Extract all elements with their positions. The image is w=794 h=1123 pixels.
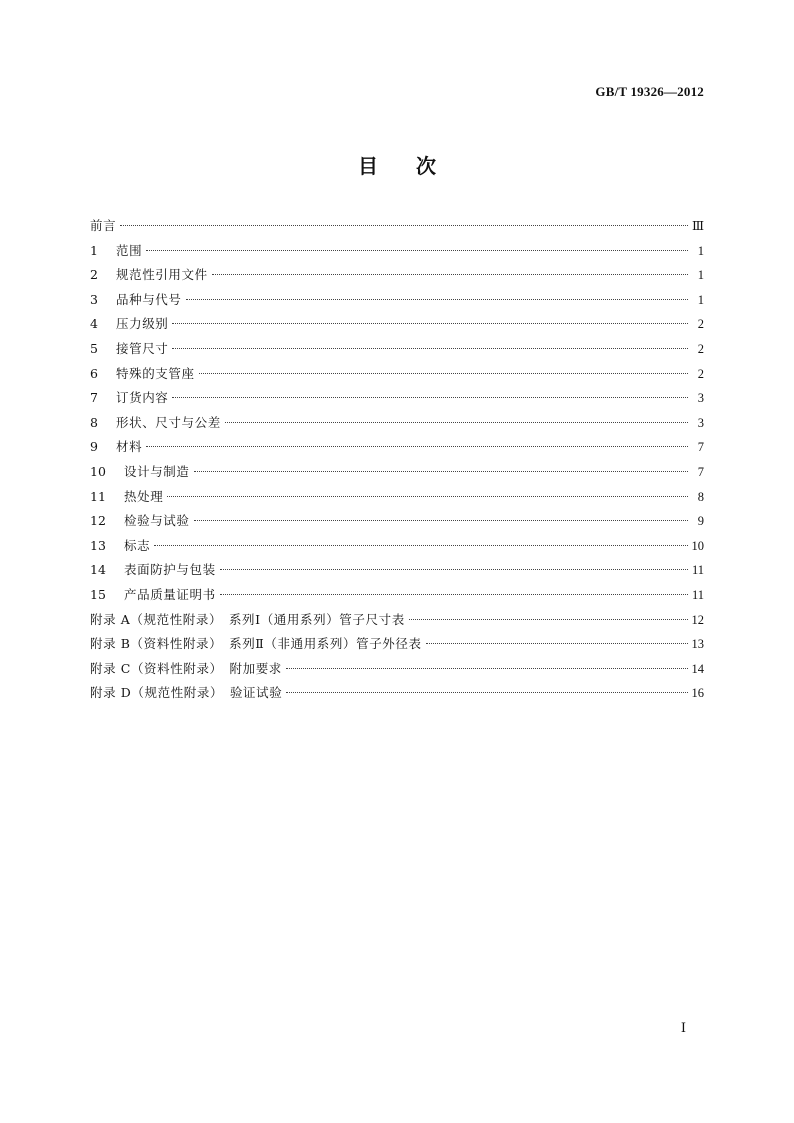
toc-entry[interactable] bbox=[90, 288, 704, 313]
page-title bbox=[0, 150, 794, 179]
toc-entry-title: 范围 bbox=[116, 242, 143, 258]
dot-leader bbox=[194, 519, 688, 521]
toc-entry-title: 特殊的支管座 bbox=[116, 365, 195, 381]
toc-entry[interactable] bbox=[90, 362, 704, 387]
dot-leader bbox=[146, 445, 688, 447]
toc-entry[interactable] bbox=[90, 263, 704, 288]
dot-leader bbox=[120, 224, 688, 226]
dot-leader bbox=[286, 691, 687, 693]
toc-entry-number: 3 bbox=[90, 291, 98, 307]
toc-entry[interactable] bbox=[90, 460, 704, 485]
standard-number: GB/T 19326—2012 bbox=[595, 84, 704, 99]
toc-entry-page: 10 bbox=[691, 538, 704, 553]
toc-entry-title: 形状、尺寸与公差 bbox=[116, 414, 221, 430]
dot-leader bbox=[286, 667, 688, 669]
dot-leader bbox=[409, 618, 688, 620]
page-number: Ⅰ bbox=[680, 1020, 686, 1035]
toc-entry-number: 5 bbox=[90, 340, 98, 356]
table-of-contents bbox=[90, 214, 704, 706]
toc-entry-title: 检验与试验 bbox=[124, 513, 190, 529]
toc-entry[interactable] bbox=[90, 534, 704, 559]
toc-entry-title: 接管尺寸 bbox=[116, 340, 169, 356]
toc-entry[interactable] bbox=[90, 239, 704, 264]
dot-leader bbox=[146, 249, 688, 251]
toc-entry-title: 品种与代号 bbox=[116, 291, 182, 307]
toc-entry-page: 2 bbox=[697, 317, 704, 332]
toc-entry-page: 14 bbox=[691, 661, 704, 676]
toc-entry[interactable] bbox=[90, 435, 704, 460]
toc-entry[interactable] bbox=[90, 509, 704, 534]
dot-leader bbox=[194, 470, 688, 472]
toc-entry[interactable] bbox=[90, 632, 704, 657]
toc-entry-page: 9 bbox=[697, 514, 704, 529]
toc-entry-title: 前言 bbox=[90, 218, 117, 233]
toc-entry-number: 6 bbox=[90, 365, 98, 381]
toc-entry-title: 产品质量证明书 bbox=[124, 586, 216, 602]
dot-leader bbox=[225, 421, 688, 423]
dot-leader bbox=[154, 544, 687, 546]
toc-entry-title: 标志 bbox=[124, 537, 151, 553]
toc-entry[interactable] bbox=[90, 608, 704, 633]
toc-entry-title: 材料 bbox=[116, 439, 143, 455]
toc-entry-number: 13 bbox=[90, 537, 106, 553]
title-char-2: 次 bbox=[416, 154, 436, 178]
toc-entry-number: 12 bbox=[90, 513, 106, 529]
toc-entry-page: 2 bbox=[697, 366, 704, 381]
toc-entry[interactable] bbox=[90, 411, 704, 436]
dot-leader bbox=[212, 273, 688, 275]
toc-entry-page: 13 bbox=[691, 637, 704, 652]
toc-entry-number: 4 bbox=[90, 316, 98, 332]
toc-entry-number: 7 bbox=[90, 390, 98, 406]
toc-entry-title: 表面防护与包装 bbox=[124, 562, 216, 578]
dot-leader bbox=[172, 322, 688, 324]
dot-leader bbox=[220, 568, 688, 570]
toc-entry-title: 附录 A（规范性附录） 系列Ⅰ（通用系列）管子尺寸表 bbox=[90, 611, 405, 627]
toc-entry-title: 附录 C（资料性附录） 附加要求 bbox=[90, 660, 282, 676]
toc-entry-number: 10 bbox=[90, 463, 106, 479]
toc-entry-number: 1 bbox=[90, 242, 98, 258]
toc-entry-page: 7 bbox=[697, 440, 704, 455]
dot-leader bbox=[426, 642, 688, 644]
title-char-1: 目 bbox=[358, 154, 378, 178]
toc-entry-page: 11 bbox=[691, 587, 704, 602]
toc-entry-number: 15 bbox=[90, 586, 106, 602]
toc-entry[interactable] bbox=[90, 485, 704, 510]
toc-entry[interactable] bbox=[90, 337, 704, 362]
dot-leader bbox=[186, 298, 688, 300]
toc-entry-title: 规范性引用文件 bbox=[116, 267, 208, 283]
toc-entry[interactable] bbox=[90, 583, 704, 608]
dot-leader bbox=[172, 396, 688, 398]
toc-entry-page: 8 bbox=[697, 489, 704, 504]
toc-entry-title: 热处理 bbox=[124, 488, 164, 504]
toc-entry-title: 附录 B（资料性附录） 系列Ⅱ（非通用系列）管子外径表 bbox=[90, 636, 422, 652]
toc-entry-title: 压力级别 bbox=[116, 316, 169, 332]
toc-entry[interactable] bbox=[90, 386, 704, 411]
toc-entry-title: 设计与制造 bbox=[124, 463, 190, 479]
toc-entry-page: 12 bbox=[691, 612, 704, 627]
toc-entry-number: 2 bbox=[90, 267, 98, 283]
toc-entry-title: 附录 D（规范性附录） 验证试验 bbox=[90, 685, 283, 701]
toc-entry[interactable] bbox=[90, 558, 704, 583]
toc-entry-page: 2 bbox=[697, 341, 704, 356]
dot-leader bbox=[167, 495, 688, 497]
dot-leader bbox=[172, 347, 688, 349]
toc-entry-page: 11 bbox=[691, 563, 704, 578]
dot-leader bbox=[199, 372, 688, 374]
toc-entry[interactable] bbox=[90, 681, 704, 706]
toc-entry-page: 1 bbox=[697, 268, 704, 283]
toc-entry-number: 9 bbox=[90, 439, 98, 455]
dot-leader bbox=[220, 593, 688, 595]
toc-entry-page: 16 bbox=[691, 686, 704, 701]
toc-entry-number: 8 bbox=[90, 414, 98, 430]
toc-entry-number: 11 bbox=[90, 488, 106, 504]
toc-entry-title: 订货内容 bbox=[116, 390, 169, 406]
toc-entry-number: 14 bbox=[90, 562, 106, 578]
toc-entry[interactable] bbox=[90, 657, 704, 682]
toc-entry-page: 1 bbox=[697, 243, 704, 258]
toc-entry-page: Ⅲ bbox=[691, 219, 704, 233]
toc-entry-page: 1 bbox=[697, 292, 704, 307]
toc-entry-page: 7 bbox=[697, 464, 704, 479]
toc-entry-page: 3 bbox=[697, 391, 704, 406]
toc-entry[interactable] bbox=[90, 312, 704, 337]
toc-entry-page: 3 bbox=[697, 415, 704, 430]
toc-entry[interactable] bbox=[90, 214, 704, 239]
